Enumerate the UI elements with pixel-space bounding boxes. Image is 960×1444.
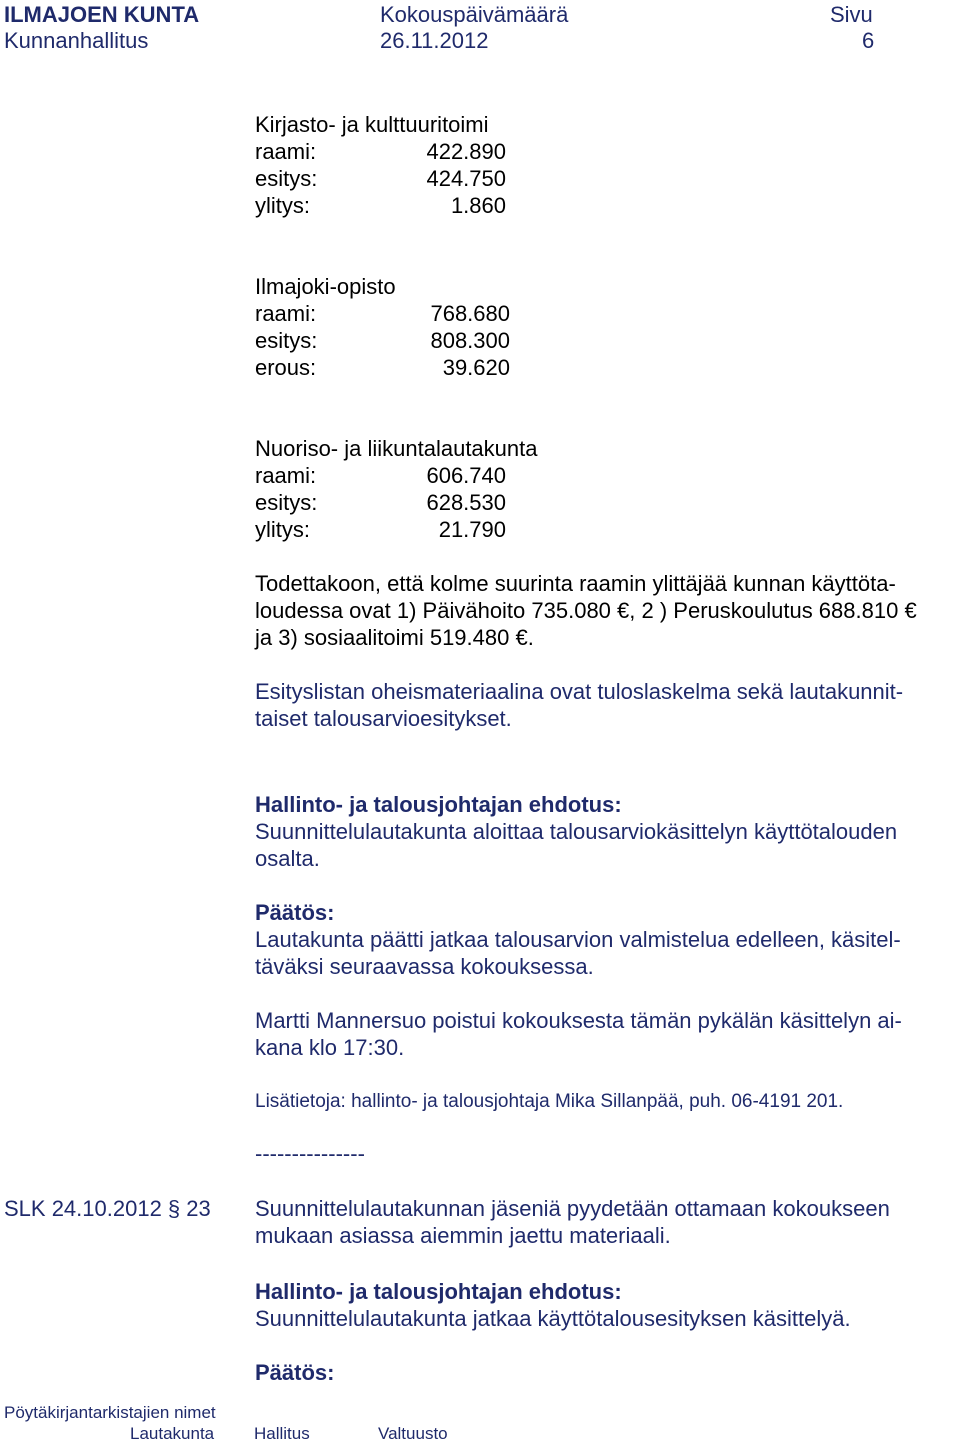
decision-heading: Päätös: <box>255 900 335 925</box>
slk-line: mukaan asiassa aiemmin jaettu materiaali. <box>255 1223 671 1248</box>
decision-line: täväksi seuraavassa kokouksessa. <box>255 954 594 979</box>
proposal-line: Suunnittelulautakunta aloittaa talousarviokäsittelyn käyttötalouden <box>255 819 898 844</box>
footer-column-hallitus: Hallitus <box>254 1424 310 1443</box>
separator: --------------- <box>255 1141 365 1166</box>
budget-row-value: 606.740 <box>426 463 506 488</box>
budget-row-label: raami: <box>255 463 317 488</box>
meeting-date: 26.11.2012 <box>380 28 489 53</box>
attachments-line: Esityslistan oheismateriaalina ovat tuloslaskelma sekä lautakunnit- <box>255 679 904 704</box>
proposal-heading: Hallinto- ja talousjohtajan ehdotus: <box>255 1279 622 1304</box>
attachments-line: taiset talousarvioesitykset. <box>255 706 512 731</box>
page-label: Sivu <box>830 2 873 27</box>
budget-row-label: esitys: <box>255 328 318 353</box>
budget-row-label: ylitys: <box>255 517 310 542</box>
note-line: ja 3) sosiaalitoimi 519.480 €. <box>255 625 534 650</box>
budget-row-label: raami: <box>255 301 317 326</box>
page-number: 6 <box>862 28 875 53</box>
budget-row-value: 1.860 <box>450 193 506 218</box>
budget-row-value: 39.620 <box>442 355 510 380</box>
org-name: ILMAJOEN KUNTA <box>4 2 200 27</box>
budget-row-label: esitys: <box>255 490 318 515</box>
budget-row-label: ylitys: <box>255 193 310 218</box>
budget-row-value: 628.530 <box>426 490 506 515</box>
budget-row-value: 21.790 <box>438 517 506 542</box>
budget-row-value: 808.300 <box>430 328 510 353</box>
absence-line: Martti Mannersuo poistui kokouksesta tämän pykälän käsittelyn ai- <box>255 1008 902 1033</box>
absence-line: kana klo 17:30. <box>255 1035 405 1060</box>
budget-row-label: esitys: <box>255 166 318 191</box>
slk-reference: SLK 24.10.2012 § 23 <box>4 1196 211 1221</box>
proposal-heading: Hallinto- ja talousjohtajan ehdotus: <box>255 792 622 817</box>
meeting-body: Kunnanhallitus <box>4 28 149 53</box>
budget-block-title: Nuoriso- ja liikuntalautakunta <box>255 436 538 461</box>
slk-line: Suunnittelulautakunnan jäseniä pyydetään ottamaan kokoukseen <box>255 1196 890 1221</box>
date-label: Kokouspäivämäärä <box>380 2 569 27</box>
proposal-line: osalta. <box>255 846 320 871</box>
decision-line: Lautakunta päätti jatkaa talousarvion valmistelua edelleen, käsitel- <box>255 927 901 952</box>
note-line: Todettakoon, että kolme suurinta raamin ylittäjää kunnan käyttöta- <box>255 571 896 596</box>
budget-row-value: 424.750 <box>426 166 506 191</box>
footer-column-valtuusto: Valtuusto <box>378 1424 448 1443</box>
decision-heading: Päätös: <box>255 1360 335 1385</box>
note-line: loudessa ovat 1) Päivähoito 735.080 €, 2 ) Peruskoulutus 688.810 € <box>255 598 917 623</box>
budget-row-label: erous: <box>255 355 317 380</box>
budget-row-value: 422.890 <box>426 139 506 164</box>
footer-column-lautakunta: Lautakunta <box>130 1424 215 1443</box>
budget-row-label: raami: <box>255 139 317 164</box>
budget-block-title: Kirjasto- ja kulttuuritoimi <box>255 112 489 137</box>
proposal-line: Suunnittelulautakunta jatkaa käyttötalousesityksen käsittelyä. <box>255 1306 851 1331</box>
footer-checkers-label: Pöytäkirjantarkistajien nimet <box>4 1403 216 1422</box>
more-info: Lisätietoja: hallinto- ja talousjohtaja Mika Sillanpää, puh. 06-4191 201. <box>255 1091 844 1112</box>
budget-block-title: Ilmajoki-opisto <box>255 274 396 299</box>
budget-row-value: 768.680 <box>430 301 510 326</box>
